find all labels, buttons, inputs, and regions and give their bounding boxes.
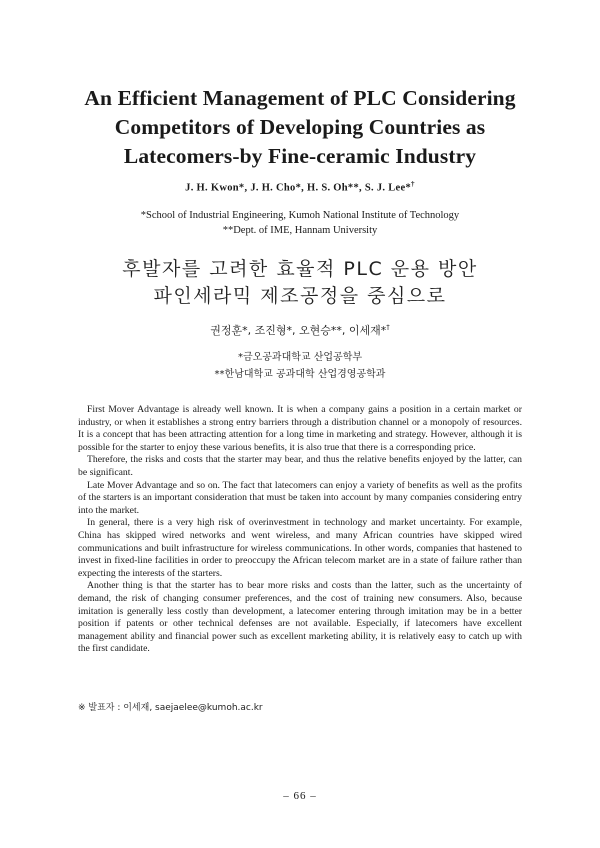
abstract-body <box>78 404 522 656</box>
english-title-line: Competitors of Developing Countries as <box>114 115 486 139</box>
abstract-paragraph: Late Mover Advantage and so on. The fact that latecomers can enjoy a variety of benefits as well as the profits of the starters is an important consideration that must be taken into account by many companies considering entry into the market. <box>78 479 522 516</box>
presenter-footnote: ※ 발표자 : 이세재, saejaelee@kumoh.ac.kr <box>78 703 263 713</box>
english-title <box>60 84 540 171</box>
english-title-line: Latecomers-by Fine-ceramic Industry <box>123 144 477 168</box>
abstract-paragraph: Therefore, the risks and costs that the starter may bear, and thus the relative benefits enjoyed by the latter, can be significant. <box>78 454 522 478</box>
affiliation-line: *금오공과대학교 산업공학부 <box>237 352 363 363</box>
affiliation-line: **한남대학교 공과대학 산업경영공학과 <box>214 369 386 380</box>
affiliation-line: **Dept. of IME, Hannam University <box>222 225 378 236</box>
abstract-paragraph: In general, there is a very high risk of overinvestment in technology and market uncertainty. For example, China has skipped wired networks and went wireless, and many African countries have skipped wired communications and built infrastructure for wireless communications. In other words, companies that hastened to invest in fixed-line facilities in order to preoccupy the African telecom market are in a state of failure rather than expecting the interests of the starters. <box>78 517 522 579</box>
corresponding-mark: † <box>386 323 390 332</box>
korean-title <box>40 256 560 310</box>
korean-affiliations <box>40 349 560 383</box>
abstract-paragraph: Another thing is that the starter has to bear more risks and costs than the latter, such as the uncertainty of demand, the risk of changing consumer preferences, and the cost of training new consumers. Also, because imitation is generally less costly than development, a latecomer entering through imitation may be in a better position if patents or other technical defenses are not available. Especially, if latecomers have excellent management ability and financial power such as excellent marketing ability, it is relatively easy to catch up with the first candidate. <box>78 580 522 655</box>
corresponding-mark: † <box>411 180 415 188</box>
abstract-paragraph: First Mover Advantage is already well known. It is when a company gains a position in a certain market or industry, or when it establishes a strong entry barriers through a distribution channel or a monopoly of resources. It is a concept that has been attracting attention for a long time in marketing and strategy. However, although it is possible for the starter to enjoy these various benefits, it is also true that there is a corresponding price. <box>78 404 522 453</box>
korean-title-line: 후발자를 고려한 효율적 PLC 운용 방안 <box>122 258 478 280</box>
english-author-list: J. H. Kwon*, J. H. Cho*, H. S. Oh**, S. J. Lee* <box>185 182 412 194</box>
affiliation-line: *School of Industrial Engineering, Kumoh National Institute of Technology <box>140 210 460 221</box>
english-authors <box>40 180 560 194</box>
korean-author-list: 권정훈*, 조진형*, 오현승**, 이세재* <box>210 324 387 337</box>
english-title-line: An Efficient Management of PLC Considering <box>84 86 516 110</box>
page-number: – 66 – <box>283 790 317 802</box>
english-affiliations <box>40 208 560 238</box>
korean-authors <box>40 322 560 338</box>
korean-title-line: 파인세라믹 제조공정을 중심으로 <box>153 285 447 307</box>
